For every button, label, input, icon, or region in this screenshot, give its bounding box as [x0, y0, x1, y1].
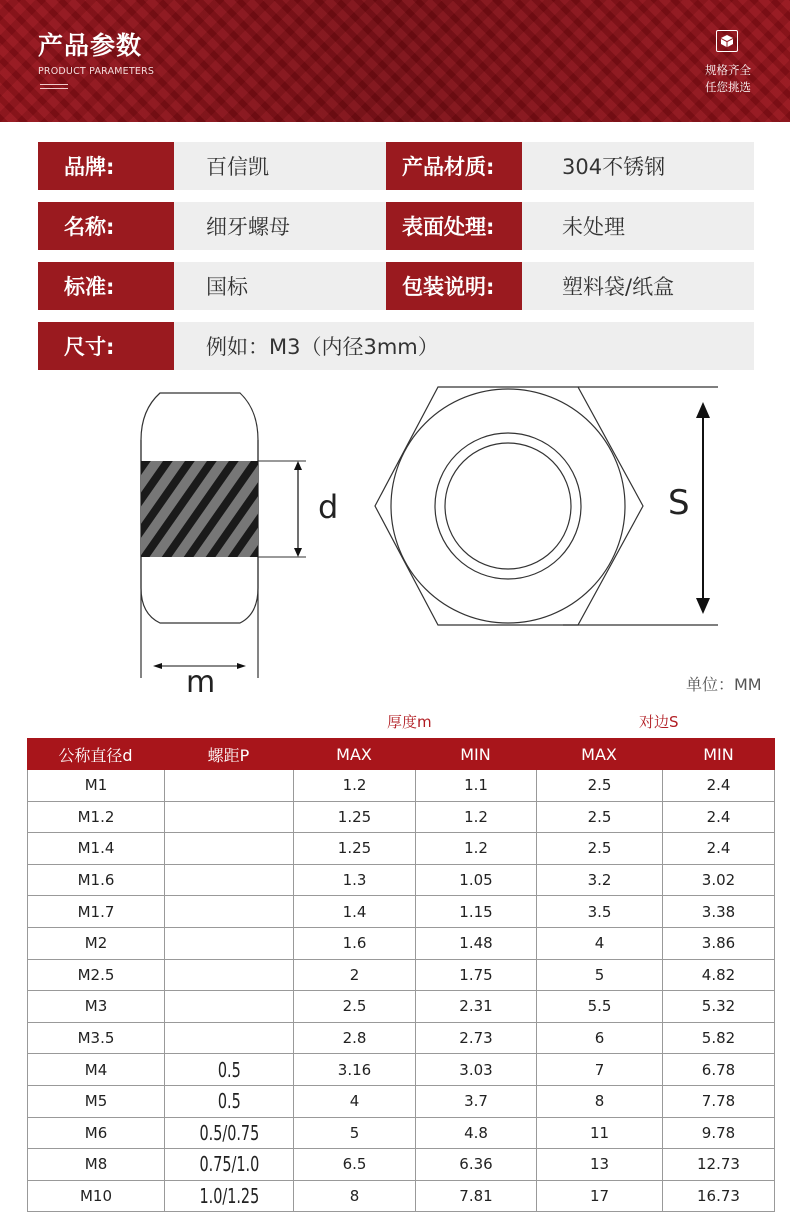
param-value: 塑料袋/纸盒 [522, 262, 754, 310]
cell-thickness-min [415, 1181, 536, 1212]
cell-pitch [164, 1054, 293, 1085]
nut-front-view [375, 387, 718, 625]
table-row [27, 960, 775, 992]
cell-across-min-text: 2.4 [706, 807, 731, 826]
tagline-line-1: 规格齐全 [705, 63, 751, 77]
cell-diameter-text: M3.5 [77, 1029, 115, 1048]
cell-thickness-max-text: 2 [349, 965, 360, 984]
table-row [27, 1149, 775, 1181]
cell-thickness-min [415, 1054, 536, 1085]
cell-across-min-text: 7.78 [701, 1092, 736, 1111]
cell-thickness-min [415, 1086, 536, 1117]
cell-pitch-text: 0.75/1.0 [199, 1152, 259, 1177]
cell-across-min-text: 12.73 [697, 1155, 740, 1174]
cell-thickness-max-text: 2.5 [342, 997, 367, 1016]
cell-across-min [662, 1149, 775, 1180]
decorative-lines [40, 84, 68, 92]
cell-pitch [164, 1023, 293, 1054]
cell-diameter-text: M1.2 [77, 807, 115, 826]
cell-thickness-min [415, 865, 536, 896]
cell-across-min [662, 1054, 775, 1085]
cell-across-max-text: 17 [589, 1187, 610, 1206]
cell-thickness-max [293, 928, 415, 959]
banner-tagline [690, 62, 766, 96]
cell-thickness-max-text: 4 [349, 1092, 360, 1111]
cell-pitch [164, 865, 293, 896]
cell-across-min-text: 3.86 [701, 934, 736, 953]
cell-diameter-text: M2 [84, 934, 108, 953]
cell-thickness-max-text: 1.6 [342, 934, 367, 953]
param-value: 国标 [174, 262, 386, 310]
cell-across-min-text: 2.4 [706, 776, 731, 795]
cell-thickness-min [415, 928, 536, 959]
cell-thickness-max-text: 1.3 [342, 871, 367, 890]
cell-diameter [27, 1149, 164, 1180]
cell-pitch [164, 1086, 293, 1117]
cell-diameter [27, 896, 164, 927]
cell-thickness-max-text: 2.8 [342, 1029, 367, 1048]
cell-thickness-max-text: 1.25 [337, 839, 372, 858]
cell-diameter [27, 802, 164, 833]
cell-across-max [536, 802, 662, 833]
cell-thickness-max [293, 1118, 415, 1149]
cell-across-max [536, 896, 662, 927]
cell-across-max [536, 865, 662, 896]
cell-diameter [27, 1118, 164, 1149]
cell-thickness-min [415, 833, 536, 864]
header-pitch: 螺距P [207, 745, 250, 765]
cell-pitch [164, 896, 293, 927]
cell-thickness-min-text: 4.8 [464, 1123, 488, 1142]
table-row [27, 1086, 775, 1118]
cell-across-min-text: 2.4 [706, 839, 731, 858]
cell-across-max [536, 1149, 662, 1180]
cell-pitch-text: 0.5 [217, 1057, 241, 1082]
cell-thickness-max-text: 3.16 [337, 1060, 372, 1079]
dimension-label-m: m [186, 665, 216, 700]
cell-thickness-min [415, 770, 536, 801]
cell-diameter [27, 928, 164, 959]
cell-thickness-max [293, 770, 415, 801]
cell-thickness-min [415, 991, 536, 1022]
cell-thickness-max-text: 1.25 [337, 807, 372, 826]
cell-pitch-text: 1.0/1.25 [199, 1184, 259, 1209]
cell-across-max [536, 1118, 662, 1149]
cell-thickness-min-text: 1.1 [464, 776, 488, 795]
tagline-line-2: 任您挑选 [705, 80, 751, 94]
cell-across-max [536, 770, 662, 801]
cell-across-max [536, 1086, 662, 1117]
cell-pitch [164, 833, 293, 864]
table-row [27, 928, 775, 960]
cell-thickness-min-text: 1.05 [459, 871, 493, 890]
cell-diameter [27, 770, 164, 801]
cell-across-min-text: 9.78 [701, 1123, 736, 1142]
cell-across-max-text: 4 [594, 934, 605, 953]
table-row [27, 833, 775, 865]
table-row [27, 865, 775, 897]
cell-diameter-text: M1.6 [77, 871, 115, 890]
page-subtitle: PRODUCT PARAMETERS [38, 66, 155, 77]
cell-across-min [662, 928, 775, 959]
header-banner [0, 0, 790, 122]
cell-thickness-min-text: 7.81 [459, 1187, 493, 1206]
cell-across-max [536, 960, 662, 991]
spec-table [27, 770, 775, 1212]
cell-across-min-text: 16.73 [697, 1187, 740, 1206]
cell-thickness-max [293, 865, 415, 896]
group-label-thickness: 厚度m [387, 713, 432, 731]
cell-pitch [164, 1149, 293, 1180]
cell-thickness-min-text: 1.2 [464, 807, 488, 826]
cell-across-max-text: 2.5 [587, 807, 612, 826]
cell-thickness-max [293, 960, 415, 991]
cell-pitch [164, 802, 293, 833]
cell-across-max [536, 1023, 662, 1054]
cell-across-max-text: 3.2 [587, 871, 612, 890]
cell-diameter [27, 865, 164, 896]
cell-diameter-text: M1.4 [77, 839, 115, 858]
cell-across-max-text: 13 [589, 1155, 610, 1174]
cell-pitch [164, 960, 293, 991]
cell-across-min [662, 833, 775, 864]
cell-across-min [662, 1181, 775, 1212]
cell-diameter [27, 1086, 164, 1117]
cell-thickness-max-text: 8 [349, 1187, 360, 1206]
cell-thickness-min-text: 3.03 [459, 1060, 493, 1079]
table-row [27, 770, 775, 802]
cell-thickness-min-text: 1.15 [459, 902, 493, 921]
group-label-across-flats: 对边S [639, 713, 679, 731]
param-row-name [38, 202, 754, 250]
param-label: 品牌: [38, 142, 174, 190]
cell-thickness-max [293, 833, 415, 864]
cell-thickness-max [293, 1149, 415, 1180]
param-value: 细牙螺母 [174, 202, 386, 250]
cell-pitch [164, 991, 293, 1022]
cell-thickness-min-text: 3.7 [464, 1092, 488, 1111]
cell-thickness-min [415, 896, 536, 927]
cell-thickness-max [293, 1054, 415, 1085]
cell-across-max [536, 991, 662, 1022]
param-label: 包装说明: [386, 262, 522, 310]
cell-diameter-text: M2.5 [77, 965, 115, 984]
param-row-brand [38, 142, 754, 190]
cell-across-max-text: 11 [589, 1123, 610, 1142]
cell-thickness-min [415, 960, 536, 991]
dimension-label-s: S [668, 483, 690, 523]
param-row-size [38, 322, 754, 370]
cell-thickness-max [293, 1023, 415, 1054]
cell-pitch [164, 1118, 293, 1149]
cell-thickness-max [293, 896, 415, 927]
header-across-min: MIN [703, 744, 734, 764]
cell-pitch-text: 0.5/0.75 [199, 1120, 259, 1145]
cell-across-min-text: 6.78 [701, 1060, 736, 1079]
cell-across-min [662, 865, 775, 896]
header-across-max: MAX [581, 744, 617, 764]
cell-thickness-max [293, 1181, 415, 1212]
cell-pitch [164, 928, 293, 959]
param-value: 百信凯 [174, 142, 386, 190]
cell-thickness-max [293, 991, 415, 1022]
cell-across-max [536, 928, 662, 959]
cell-thickness-min-text: 1.48 [459, 934, 493, 953]
cell-diameter [27, 1023, 164, 1054]
cell-thickness-min-text: 1.75 [459, 965, 493, 984]
cell-across-max-text: 2.5 [587, 839, 612, 858]
cell-diameter-text: M1 [84, 776, 108, 795]
cell-diameter-text: M5 [84, 1092, 108, 1111]
cell-across-max-text: 3.5 [587, 902, 612, 921]
cell-across-max-text: 5 [594, 965, 605, 984]
param-label: 名称: [38, 202, 174, 250]
cell-across-min [662, 991, 775, 1022]
param-row-standard [38, 262, 754, 310]
cell-pitch [164, 1181, 293, 1212]
cell-across-max-text: 7 [594, 1060, 605, 1079]
cell-thickness-min [415, 1023, 536, 1054]
cell-across-min-text: 3.38 [701, 902, 736, 921]
param-label: 尺寸: [38, 322, 174, 370]
cell-thickness-min-text: 2.73 [459, 1029, 493, 1048]
table-row [27, 1023, 775, 1055]
cell-thickness-min-text: 2.31 [459, 997, 493, 1016]
cell-across-min-text: 4.82 [701, 965, 736, 984]
table-row [27, 802, 775, 834]
param-label: 产品材质: [386, 142, 522, 190]
cell-across-max-text: 6 [594, 1029, 605, 1048]
cell-diameter [27, 1054, 164, 1085]
cell-diameter [27, 1181, 164, 1212]
cell-thickness-min [415, 1118, 536, 1149]
table-row [27, 1054, 775, 1086]
cell-diameter-text: M1.7 [77, 902, 115, 921]
cell-across-max-text: 2.5 [587, 776, 612, 795]
spec-table-header [27, 738, 775, 770]
cell-diameter [27, 833, 164, 864]
cell-across-min-text: 5.32 [701, 997, 736, 1016]
thread-section-hatch [141, 461, 258, 557]
param-label: 标准: [38, 262, 174, 310]
cell-across-min-text: 3.02 [701, 871, 736, 890]
param-value: 未处理 [522, 202, 754, 250]
dimension-label-d: d [318, 488, 339, 526]
cell-across-min [662, 896, 775, 927]
cell-thickness-max-text: 6.5 [342, 1155, 367, 1174]
cell-thickness-max-text: 1.4 [342, 902, 367, 921]
header-thickness-max: MAX [336, 744, 372, 764]
header-thickness-min: MIN [460, 744, 491, 764]
table-row [27, 1181, 775, 1213]
cell-across-min [662, 1086, 775, 1117]
cell-across-min [662, 770, 775, 801]
cell-diameter [27, 991, 164, 1022]
cell-thickness-min [415, 1149, 536, 1180]
cell-thickness-min [415, 802, 536, 833]
cell-across-min [662, 1118, 775, 1149]
cube-icon [716, 30, 738, 52]
cell-across-max [536, 1054, 662, 1085]
param-value: 304不锈钢 [522, 142, 754, 190]
cell-diameter-text: M4 [84, 1060, 108, 1079]
param-label: 表面处理: [386, 202, 522, 250]
cell-diameter-text: M3 [84, 997, 108, 1016]
cell-across-min [662, 802, 775, 833]
header-nominal-diameter: 公称直径d [58, 745, 133, 765]
cell-thickness-max-text: 1.2 [342, 776, 367, 795]
cell-across-min-text: 5.82 [701, 1029, 736, 1048]
cell-thickness-max [293, 802, 415, 833]
cell-across-max-text: 5.5 [587, 997, 612, 1016]
table-row [27, 896, 775, 928]
cell-thickness-min-text: 6.36 [459, 1155, 493, 1174]
nut-technical-drawing [0, 380, 790, 700]
cell-across-max [536, 1181, 662, 1212]
page-title: 产品参数 [38, 31, 143, 60]
cell-thickness-max-text: 5 [349, 1123, 360, 1142]
unit-label: 单位：MM [686, 675, 762, 694]
param-value: 例如：M3（内径3mm） [174, 322, 754, 370]
table-row [27, 1118, 775, 1150]
cell-diameter-text: M6 [84, 1123, 108, 1142]
cell-diameter [27, 960, 164, 991]
cell-thickness-min-text: 1.2 [464, 839, 488, 858]
cell-across-max-text: 8 [594, 1092, 605, 1111]
cell-diameter-text: M8 [84, 1155, 108, 1174]
cell-pitch-text: 0.5 [217, 1089, 241, 1114]
cell-pitch [164, 770, 293, 801]
cell-diameter-text: M10 [79, 1187, 113, 1206]
cell-thickness-max [293, 1086, 415, 1117]
cell-across-min [662, 960, 775, 991]
table-row [27, 991, 775, 1023]
cell-across-max [536, 833, 662, 864]
cell-across-min [662, 1023, 775, 1054]
